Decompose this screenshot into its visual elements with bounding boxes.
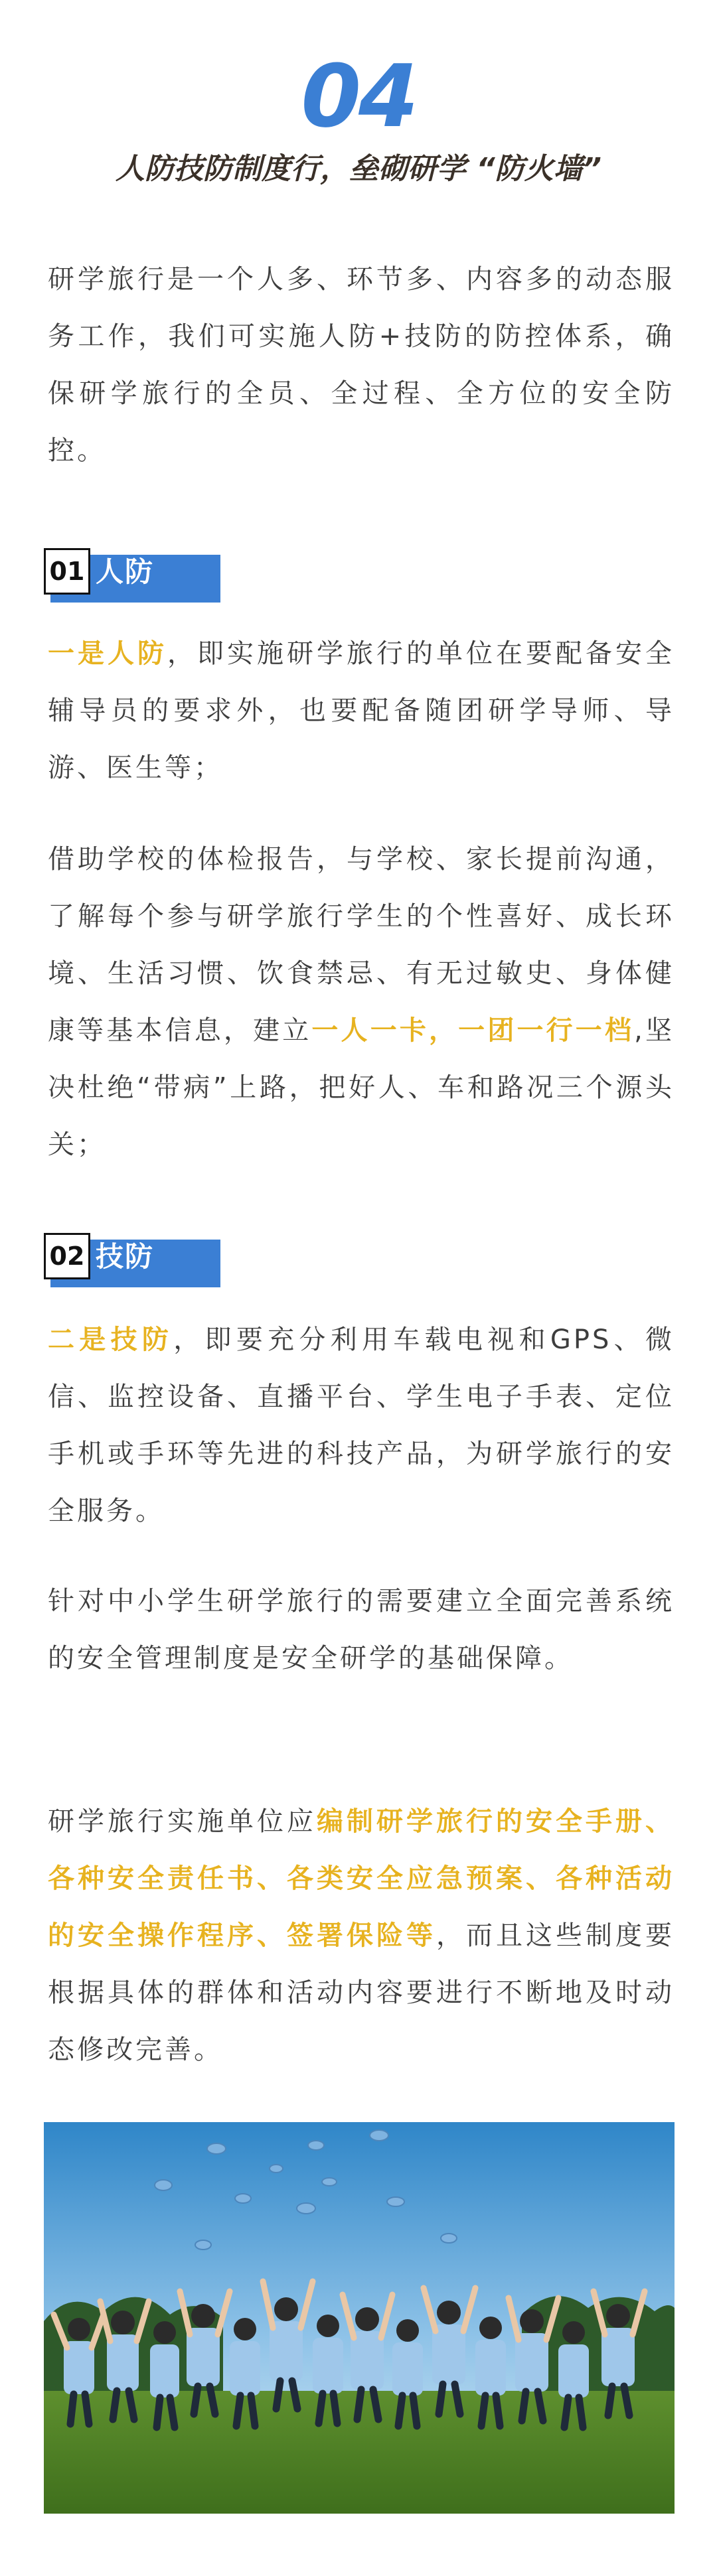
badge-number: 02	[44, 1233, 90, 1279]
renfang-paragraph-1	[48, 625, 675, 796]
group-photo-illustration	[44, 2122, 675, 2514]
jifang-paragraph-2: 针对中小学生研学旅行的需要建立全面完善系统的安全管理制度是安全研学的基础保障。	[48, 1586, 675, 1674]
highlight-text: 一是人防	[48, 638, 167, 669]
section-headline: 人防技防制度行，垒砌研学 “防火墙”	[116, 152, 601, 186]
badge-renfang	[44, 548, 223, 605]
paragraph-text: ,坚决杜绝“带病”上路，把好人、车和路况三个源头关；	[48, 1015, 675, 1160]
jifang-paragraph-3	[48, 1793, 675, 2078]
paragraph-text: ，而且这些制度要根据具体的群体和活动内容要进行不断地及时动态修改完善。	[48, 1920, 675, 2065]
group-photo	[44, 2122, 675, 2514]
badge-jifang	[44, 1233, 223, 1290]
badge-label: 人防	[96, 555, 155, 588]
highlight-text: 二是技防	[48, 1324, 174, 1355]
badge-number: 01	[44, 548, 90, 595]
highlight-text: 编制研学旅行的安全手册、各种安全责任书、各类安全应急预案、各种活动的安全操作程序、签署保险等	[48, 1806, 675, 1951]
paragraph-text: ，即要充分利用车载电视和GPS、微信、监控设备、直播平台、学生电子手表、定位手机或手环等先进的科技产品，为研学旅行的安全服务。	[48, 1324, 675, 1526]
badge-label: 技防	[96, 1240, 155, 1273]
paragraph-text: 借助学校的体检报告，与学校、家长提前沟通，了解每个参与研学旅行学生的个性喜好、成长环境、生活习惯、饮食禁忌、有无过敏史、身体健康等基本信息，建立	[48, 844, 675, 1046]
paragraph-text: ，即实施研学旅行的单位在要配备安全辅导员的要求外，也要配备随团研学导师、导游、医生等；	[48, 638, 675, 783]
jifang-paragraph-1	[48, 1311, 675, 1539]
highlight-text: 一人一卡，一团一行一档	[311, 1015, 635, 1046]
renfang-paragraph-2	[48, 831, 675, 1173]
section-number: 04	[301, 46, 416, 147]
intro-paragraph: 研学旅行是一个人多、环节多、内容多的动态服务工作，我们可实施人防+技防的防控体系，确保研学旅行的全员、全过程、全方位的安全防控。	[48, 264, 675, 466]
paragraph-text: 研学旅行实施单位应	[48, 1806, 317, 1837]
